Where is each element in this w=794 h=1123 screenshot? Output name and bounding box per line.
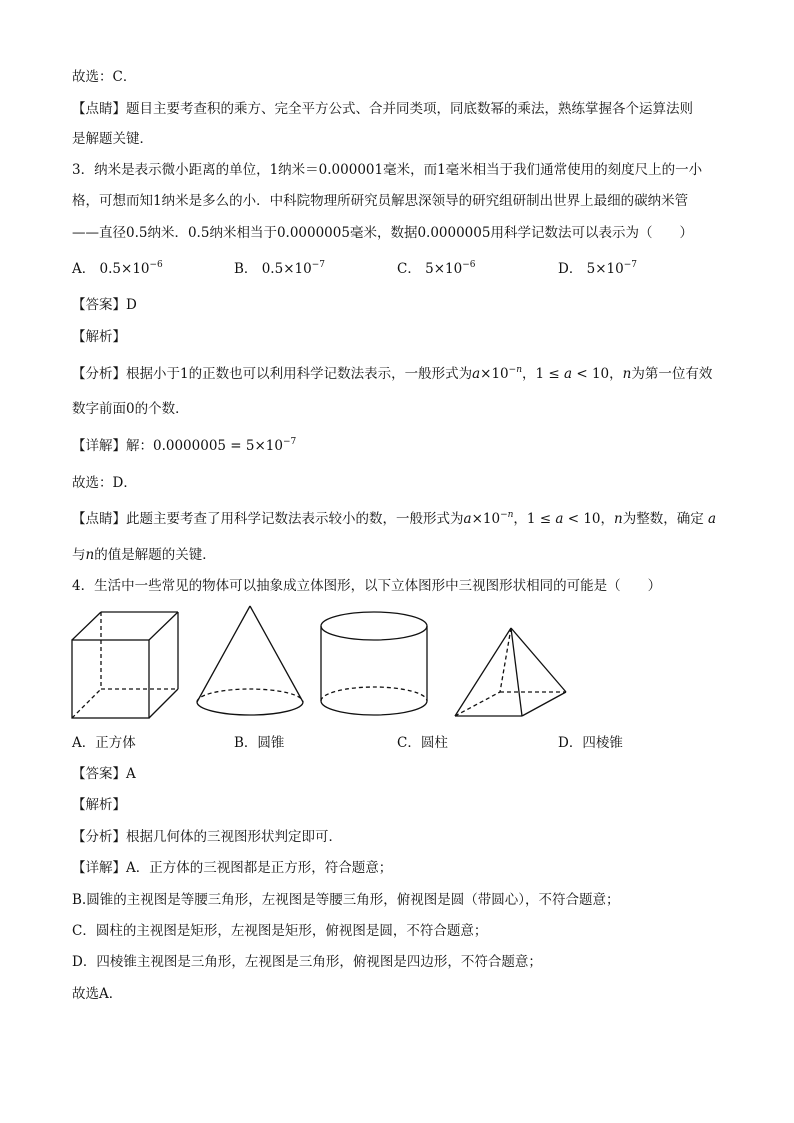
option-c: C． $5\times 10^{-6}$ <box>397 260 476 277</box>
question-3-line-2: 格，可想而知1纳米是多么的小．中科院物理所研究员解思深领导的研究组研制出世界上最细的碳纳米管 <box>72 193 689 209</box>
detail-line-4-1: 【详解】A．正方体的三视图都是正方形，符合题意； <box>72 860 393 876</box>
detail-line: 【详解】解：$0.0000005 = 5\times 10^{-7}$ <box>72 437 297 454</box>
comment-line-3: 【点睛】此题主要考查了用科学记数法表示较小的数，一般形式为$a\times 10^{-n}$，1 ≤ a < 10，n为整数，确定 a <box>72 510 717 527</box>
detail-line-4-3: C．圆柱的主视图是矩形，左视图是矩形，俯视图是圆，不符合题意； <box>72 923 488 939</box>
cylinder-figure <box>318 610 433 722</box>
detail-line-4-2: B.圆锥的主视图是等腰三角形，左视图是等腰三角形，俯视图是圆（带圆心），不符合题意； <box>72 892 620 908</box>
comment-line-1: 【点睛】题目主要考查积的乘方、完全平方公式、合并同类项，同底数幂的乘法，熟练掌握各个运算法则 <box>72 101 693 117</box>
choose-line: 故选：D． <box>72 475 137 491</box>
analysis-heading: 【解析】 <box>72 329 126 345</box>
option-b: B． $0.5\times 10^{-7}$ <box>234 260 325 277</box>
figure-option-a: A．正方体 <box>72 735 136 751</box>
analysis-heading-4: 【解析】 <box>72 797 126 813</box>
figure-option-b: B．圆锥 <box>234 735 285 751</box>
comment-line-4: 与n的值是解题的关键． <box>72 547 216 563</box>
answer-line-4: 【答案】A <box>72 766 136 782</box>
analysis-line-4: 【分析】根据几何体的三视图形状判定即可． <box>72 829 342 845</box>
figure-option-c: C．圆柱 <box>397 735 448 751</box>
cube-figure <box>70 610 185 722</box>
analysis-line-1: 【分析】根据小于1的正数也可以利用科学记数法表示，一般形式为$a\times 10^{-n}$，1 ≤ a < 10，n为第一位有效 <box>72 365 713 382</box>
question-3-line-1: 3．纳米是表示微小距离的单位，1纳米＝0.000001毫米，而1毫米相当于我们通常使用的刻度尺上的一小 <box>72 162 703 178</box>
conclusion-line: 故选：C． <box>72 69 137 85</box>
choose-line-4: 故选A． <box>72 986 123 1002</box>
pyramid-figure <box>450 624 570 720</box>
option-d: D． $5\times 10^{-7}$ <box>558 260 637 277</box>
analysis-line-2: 数字前面0的个数． <box>72 401 189 417</box>
figure-option-d: D．四棱锥 <box>558 735 623 751</box>
answer-line: 【答案】D <box>72 297 137 313</box>
detail-line-4-4: D．四棱锥主视图是三角形，左视图是三角形，俯视图是四边形，不符合题意； <box>72 954 542 970</box>
cone-figure <box>193 604 308 720</box>
option-a: A． $0.5\times 10^{-6}$ <box>72 260 163 277</box>
question-4-stem: 4．生活中一些常见的物体可以抽象成立体图形，以下立体图形中三视图形状相同的可能是（ ） <box>72 578 662 594</box>
comment-line-2: 是解题关键． <box>72 131 153 147</box>
question-3-line-3: ——直径0.5纳米．0.5纳米相当于0.0000005毫米，数据0.0000005用科学记数法可以表示为（ ） <box>72 225 693 241</box>
